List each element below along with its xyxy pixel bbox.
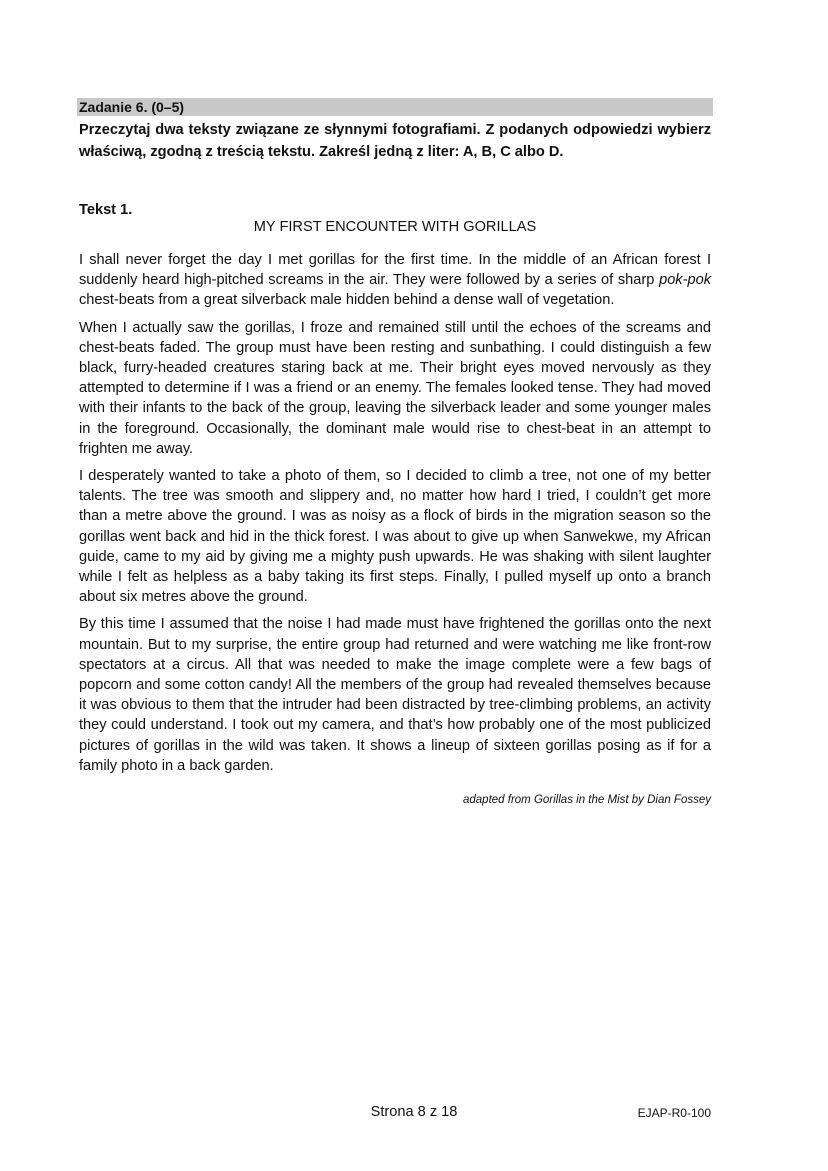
paragraph-1 bbox=[79, 250, 711, 311]
paragraph-3: I desperately wanted to take a photo of them, so I decided to climb a tree, not one of my better talents. The tree was smooth and slippery and, no matter how hard I tried, I couldn’t get more than a metre above the ground. I was as noisy as a flock of birds in the migration season so the gorillas went back and hid in the thick forest. I was about to give up when Sanwekwe, my African guide, came to my aid by giving me a mighty push upwards. He was shaking with silent laughter while I felt as helpless as a baby taking its first steps. Finally, I pulled myself up onto a branch about six metres above the ground. bbox=[79, 468, 711, 606]
task-title: Zadanie 6. (0–5) bbox=[77, 98, 713, 116]
exam-code: EJAP-R0-100 bbox=[637, 1106, 711, 1120]
source-citation: adapted from Gorillas in the Mist by Dian Fossey bbox=[463, 794, 711, 806]
text-label: Tekst 1. bbox=[79, 202, 133, 218]
article-body bbox=[79, 250, 711, 783]
paragraph-1-start: I shall never forget the day I met gorillas for the first time. In the middle of an African forest I suddenly heard high-pitched screams in the air. They were followed by a series of sharp bbox=[79, 252, 711, 289]
task-instruction: Przeczytaj dwa teksty związane ze słynnymi fotografiami. Z podanych odpowiedzi wybierz właściwą, zgodną z treścią tekstu. Zakreśl jedną z liter: A, B, C albo D. bbox=[79, 122, 711, 160]
paragraph-1-end: chest-beats from a great silverback male hidden behind a dense wall of vegetation. bbox=[79, 292, 615, 309]
page-number: Strona 8 z 18 bbox=[370, 1104, 458, 1120]
article-title: MY FIRST ENCOUNTER WITH GORILLAS bbox=[253, 219, 537, 235]
paragraph-1-italic: pok-pok bbox=[659, 272, 711, 289]
paragraph-2: When I actually saw the gorillas, I froze and remained still until the echoes of the screams and chest-beats faded. The group must have been resting and sunbathing. I could distinguish a few black, furry-headed creatures staring back at me. Their bright eyes moved nervously as they attempted to determine if I was a friend or an enemy. The females looked tense. They had moved with their infants to the back of the group, leaving the silverback leader and some younger males in the foreground. Occasionally, the dominant male would rise to chest-beat in an attempt to frighten me away. bbox=[79, 319, 711, 457]
paragraph-4: By this time I assumed that the noise I had made must have frightened the gorillas onto the next mountain. But to my surprise, the entire group had returned and were watching me like front-row spectators at a circus. All that was needed to make the image complete were a few bags of popcorn and some cotton candy! All the members of the group had revealed themselves because it was obvious to them that the intruder had been distracted by tree-climbing problems, an activity they could understand. I took out my camera, and that’s how probably one of the most publicized pictures of gorillas in the wild was taken. It shows a lineup of sixteen gorillas posing as if for a family photo in a back garden. bbox=[79, 616, 711, 774]
